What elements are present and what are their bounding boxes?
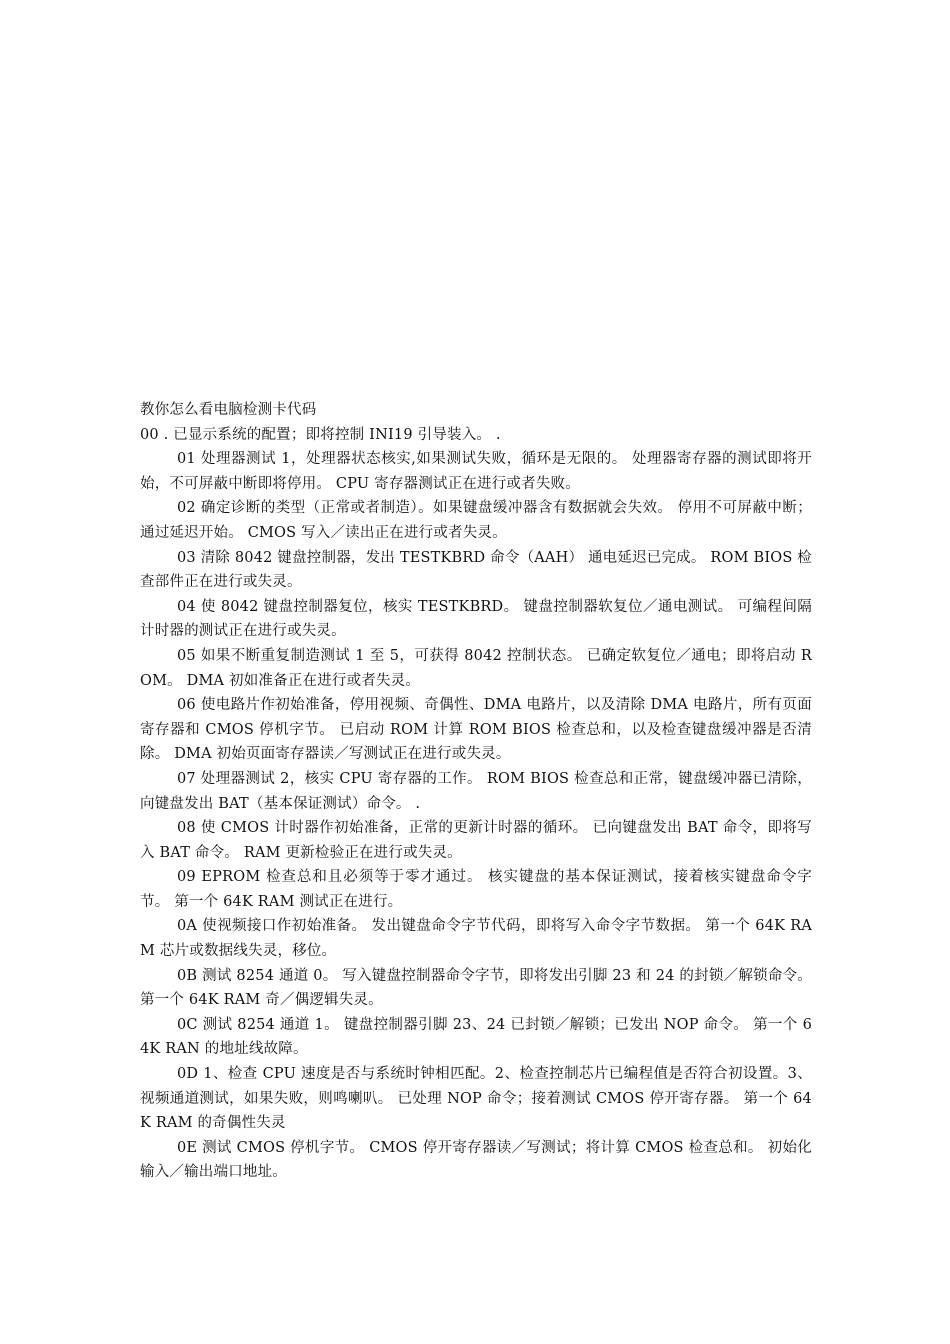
entry-04: 04 使 8042 键盘控制器复位，核实 TESTKBRD。 键盘控制器软复位／通电测试。 可编程间隔计时器的测试正在进行或失灵。 (140, 598, 812, 640)
entry-09: 09 EPROM 检查总和且必须等于零才通过。 核实键盘的基本保证测试，接着核实键盘命令字节。 第一个 64K RAM 测试正在进行。 (140, 869, 812, 910)
entry-03: 03 清除 8042 键盘控制器，发出 TESTKBRD 命令（AAH） 通电延迟已完成。 ROM BIOS 检查部件正在进行或失灵。 (140, 549, 812, 591)
document-title: 教你怎么看电脑检测卡代码 (140, 402, 317, 418)
entry-07: 07 处理器测试 2，核实 CPU 寄存器的工作。 ROM BIOS 检查总和正常，键盘缓冲器已清除，向键盘发出 BAT（基本保证测试）命令。 . (140, 770, 812, 812)
entry-08: 08 使 CMOS 计时器作初始准备，正常的更新计时器的循环。 已向键盘发出 BAT 命令，即将写入 BAT 命令。 RAM 更新检验正在进行或失灵。 (140, 820, 812, 861)
entry-01: 01 处理器测试 1，处理器状态核实,如果测试失败，循环是无限的。 处理器寄存器的测试即将开始，不可屏蔽中断即将停用。 CPU 寄存器测试正在进行或者失败。 (140, 451, 812, 492)
entry-00: 00 . 已显示系统的配置；即将控制 INI19 引导装入。 . (140, 426, 501, 443)
document-body (140, 398, 812, 1185)
entry-0b: 0B 测试 8254 通道 0。 写入键盘控制器命令字节，即将发出引脚 23 和 24 的封锁／解锁命令。 第一个 64K RAM 奇／偶逻辑失灵。 (140, 967, 812, 1009)
entry-0c: 0C 测试 8254 通道 1。 键盘控制器引脚 23、24 已封锁／解锁；已发出 NOP 命令。 第一个 64K RAN 的地址线故障。 (140, 1016, 812, 1058)
entry-05: 05 如果不断重复制造测试 1 至 5，可获得 8042 控制状态。 已确定软复位／通电；即将启动 ROM。 DMA 初如准备正在进行或者失灵。 (140, 647, 812, 689)
entry-02: 02 确定诊断的类型（正常或者制造）。如果键盘缓冲器含有数据就会失效。 停用不可屏蔽中断；通过延迟开始。 CMOS 写入／读出正在进行或者失灵。 (140, 500, 812, 541)
entry-0a: 0A 使视频接口作初始准备。 发出键盘命令字节代码，即将写入命令字节数据。 第一个 64K RAM 芯片或数据线失灵，移位。 (140, 918, 812, 960)
entry-0d: 0D 1、检查 CPU 速度是否与系统时钟相匹配。2、检查控制芯片已编程值是否符合初设置。3、视频通道测试，如果失败，则鸣喇叭。 已处理 NOP 命令；接着测试 CMOS 停开寄存器。 第一个 64K RAM 的奇偶性失灵 (140, 1066, 812, 1132)
entry-0e: 0E 测试 CMOS 停机字节。 CMOS 停开寄存器读／写测试；将计算 CMOS 检查总和。 初始化输入／输出端口地址。 (140, 1139, 812, 1181)
entry-06: 06 使电路片作初始准备，停用视频、奇偶性、DMA 电路片，以及清除 DMA 电路片，所有页面寄存器和 CMOS 停机字节。 已启动 ROM 计算 ROM BIOS 检查总和，以及检查键盘缓冲器是否清除。 DMA 初始页面寄存器读／写测试正在进行或失灵。 (140, 697, 812, 763)
